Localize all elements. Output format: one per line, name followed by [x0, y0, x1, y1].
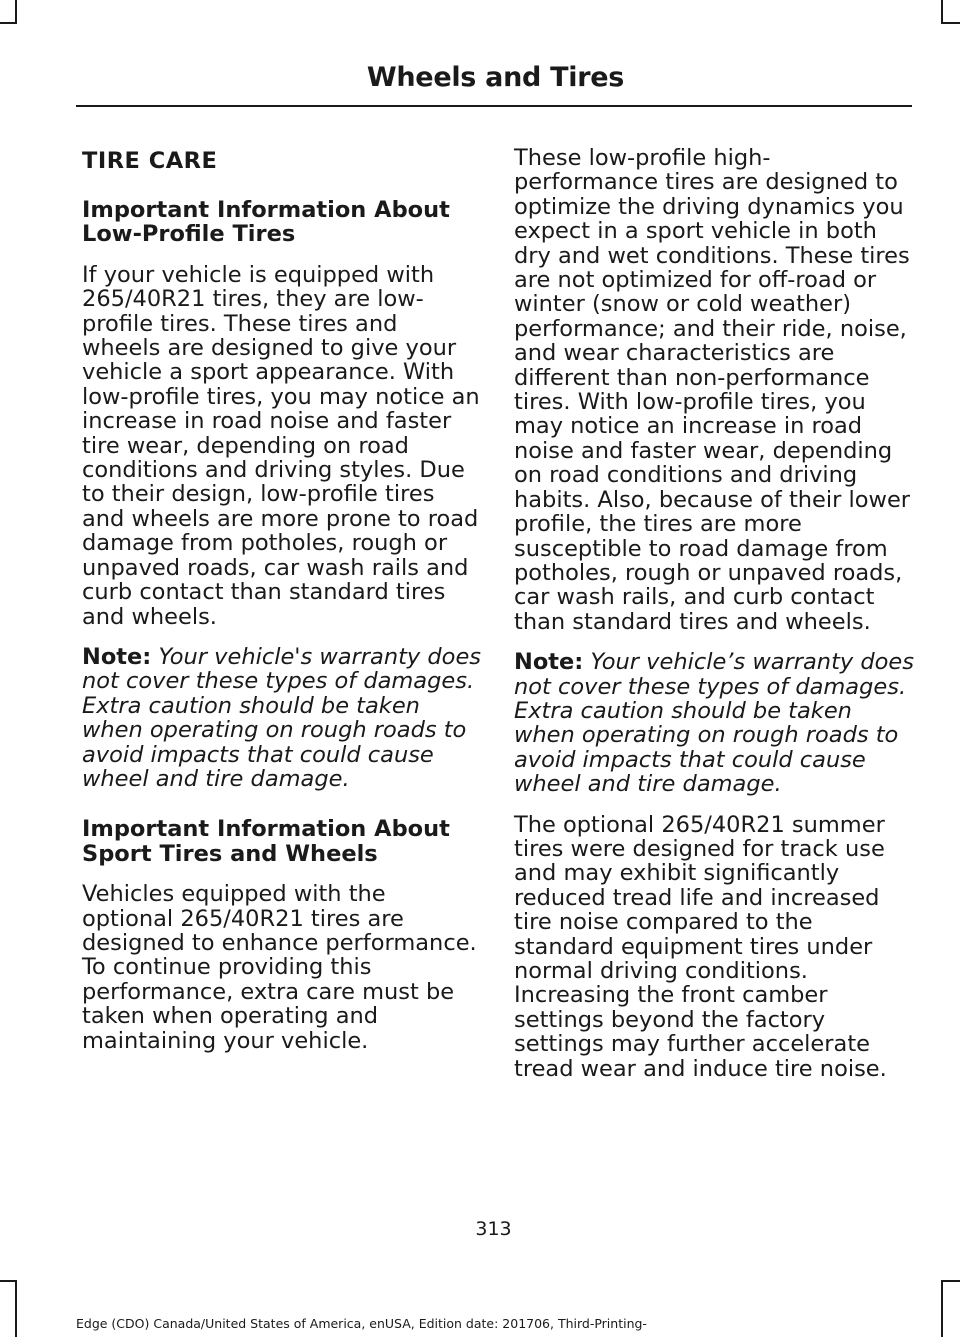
crop-mark	[0, 22, 17, 24]
crop-mark	[15, 1280, 17, 1337]
footer-edition-text: Edge (CDO) Canada/United States of America, enUSA, Edition date: 201706, Third-Printing-	[76, 1316, 647, 1331]
paragraph-sport-tires: Vehicles equipped with the optional 265/40R21 tires are designed to enhance performance. To continue providing this performance, extra care must be taken when operating and maintaining your vehicle.	[82, 881, 477, 1054]
paragraph-summer-tires: The optional 265/40R21 summer tires were designed for track use and may exhibit significantly reduced tread life and increased tire noise compared to the standard equipment tires under normal driving conditions. Increasing the front camber settings beyond the factory settings may further accelerate tread wear and induce tire noise.	[514, 811, 887, 1082]
crop-mark	[941, 0, 943, 24]
note-text: Your vehicle’s warranty does not cover these types of damages. Extra caution should be taken when operating on rough roads to avoid impacts that could cause wheel and tire damage.	[514, 649, 914, 798]
paragraph-high-performance: These low-profile high-performance tires are designed to optimize the driving dynamics you expect in a sport vehicle in both dry and wet conditions. These tires are not optimized for off-road or winter (snow or cold weather) performance; and their ride, noise, and wear characteristics are different than non-performance tires. With low-profile tires, you may notice an increase in road noise and faster wear, depending on road conditions and driving habits. Also, because of their lower profile, the tires are more susceptible to road damage from potholes, rough or unpaved roads, car wash rails, and curb contact than standard tires and wheels.	[514, 145, 911, 635]
note	[514, 650, 914, 796]
heading-low-profile-tires: Important Information About Low-Profile Tires	[82, 197, 450, 248]
header-divider	[76, 105, 912, 107]
paragraph-low-profile: If your vehicle is equipped with 265/40R21 tires, they are low-profile tires. These tires and wheels are designed to give your vehicle a sport appearance. With low-profile tires, you may notice an increase in road noise and faster tire wear, depending on road conditions and driving styles. Due to their design, low-profile tires and wheels are more prone to road damage from potholes, rough or unpaved roads, car wash rails and curb contact than standard tires and wheels.	[82, 261, 480, 630]
note	[82, 645, 482, 791]
note-text: Your vehicle's warranty does not cover these types of damages. Extra caution should be taken when operating on rough roads to avoid impacts that could cause wheel and tire damage.	[82, 643, 482, 792]
crop-mark	[15, 0, 17, 24]
crop-mark	[941, 1280, 943, 1337]
note-label: Note:	[82, 643, 152, 670]
right-column	[514, 146, 914, 1097]
page-header-title: Wheels and Tires	[366, 62, 624, 93]
left-column	[82, 146, 482, 1069]
crop-mark	[941, 22, 960, 24]
heading-sport-tires: Important Information About Sport Tires and Wheels	[82, 816, 450, 867]
crop-mark	[0, 1280, 17, 1282]
note-label: Note:	[514, 649, 584, 676]
section-title: TIRE CARE	[82, 148, 218, 174]
page-number: 313	[475, 1218, 512, 1240]
crop-mark	[941, 1280, 960, 1282]
